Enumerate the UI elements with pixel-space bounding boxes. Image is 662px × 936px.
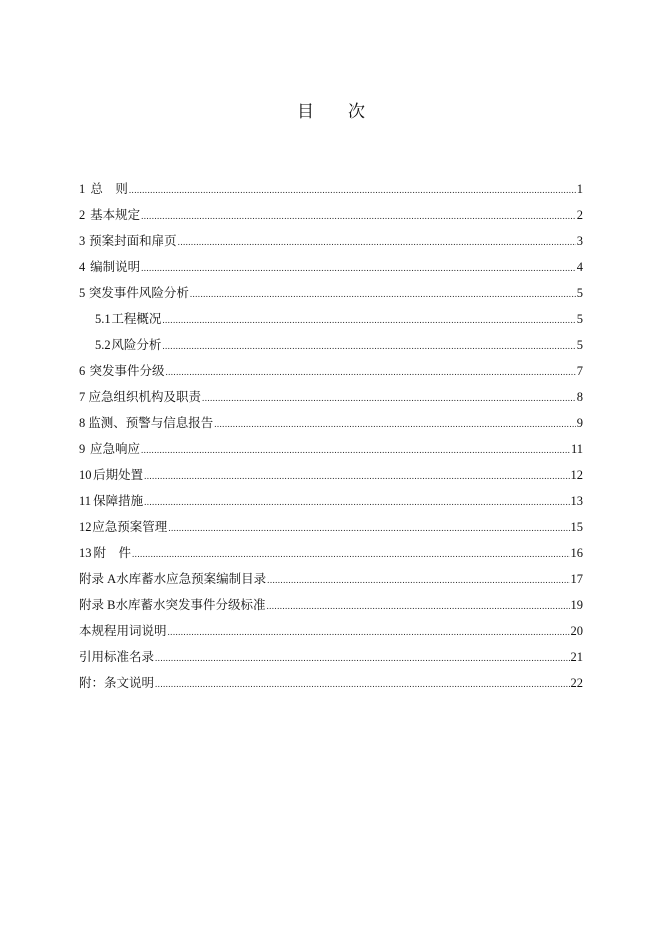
toc-entry-page: 1 bbox=[576, 182, 583, 196]
toc-entry-label: 基本规定 bbox=[90, 208, 141, 222]
dot-leader bbox=[141, 437, 570, 463]
toc-entry-terms[interactable] bbox=[79, 618, 583, 644]
toc-entry-number: 4 bbox=[79, 260, 86, 274]
toc-entry-appendix-a[interactable] bbox=[79, 566, 583, 592]
toc-entry-page: 12 bbox=[570, 468, 583, 482]
toc-entry-page: 5 bbox=[576, 312, 583, 326]
dot-leader bbox=[168, 515, 569, 541]
toc-entry-label: 水库蓄水突发事件分级标准 bbox=[115, 598, 266, 612]
toc-entry-page: 5 bbox=[576, 286, 583, 300]
toc-entry-number: 5.2 bbox=[95, 338, 111, 352]
toc-entry-page: 21 bbox=[570, 650, 583, 664]
toc-entry-number: 2 bbox=[79, 208, 86, 222]
toc-entry-8[interactable] bbox=[79, 410, 583, 436]
toc-entry-label: 监测、预警与信息报告 bbox=[88, 416, 214, 430]
toc-entry-4[interactable] bbox=[79, 254, 583, 280]
toc-entry-label: 应急响应 bbox=[89, 442, 140, 456]
dot-leader bbox=[267, 567, 569, 593]
toc-entry-number: 10 bbox=[79, 468, 92, 482]
toc-entry-appendix-b[interactable] bbox=[79, 592, 583, 618]
toc-entry-number: 12 bbox=[79, 520, 92, 534]
toc-entry-13[interactable] bbox=[79, 540, 583, 566]
toc-entry-page: 16 bbox=[570, 546, 583, 560]
dot-leader bbox=[178, 229, 576, 255]
toc-entry-label: 突发事件风险分析 bbox=[88, 286, 189, 300]
toc-entry-number: 7 bbox=[79, 390, 86, 404]
toc-entry-page: 3 bbox=[576, 234, 583, 248]
toc-entry-5[interactable] bbox=[79, 280, 583, 306]
dot-leader bbox=[141, 255, 576, 281]
toc-entry-number: 附录 A bbox=[79, 572, 117, 586]
toc-entry-1[interactable] bbox=[79, 176, 583, 202]
toc-entry-label: 预案封面和扉页 bbox=[89, 234, 177, 248]
toc-entry-page: 4 bbox=[576, 260, 583, 274]
toc-entry-explanation[interactable] bbox=[79, 670, 583, 696]
toc-entry-label: 编制说明 bbox=[90, 260, 141, 274]
dot-leader bbox=[266, 593, 569, 619]
toc-entry-label: 附 件 bbox=[93, 546, 132, 560]
dot-leader bbox=[132, 541, 569, 567]
toc-entry-label: 应急预案管理 bbox=[92, 520, 168, 534]
toc-entry-label: 水库蓄水应急预案编制目录 bbox=[116, 572, 267, 586]
toc-entry-6[interactable] bbox=[79, 358, 583, 384]
toc-entry-label: 总 则 bbox=[90, 182, 128, 196]
toc-entry-label: 风险分析 bbox=[111, 338, 162, 352]
toc-entry-number: 3 bbox=[79, 234, 86, 248]
dot-leader bbox=[155, 671, 569, 697]
toc-entry-number: 8 bbox=[79, 416, 86, 430]
toc-entry-number: 6 bbox=[79, 364, 86, 378]
dot-leader bbox=[144, 489, 569, 515]
toc-entry-number: 13 bbox=[79, 546, 92, 560]
dot-leader bbox=[141, 203, 576, 229]
dot-leader bbox=[165, 359, 575, 385]
dot-leader bbox=[162, 333, 575, 359]
toc-entry-page: 13 bbox=[570, 494, 583, 508]
toc-entry-11[interactable] bbox=[79, 488, 583, 514]
dot-leader bbox=[155, 645, 569, 671]
toc-entry-number: 9 bbox=[79, 442, 86, 456]
toc-entry-page: 7 bbox=[576, 364, 583, 378]
toc-entry-5-2[interactable] bbox=[79, 332, 583, 358]
toc-entry-number: 5 bbox=[79, 286, 86, 300]
toc-entry-number: 附录 B bbox=[79, 598, 116, 612]
toc-entry-5-1[interactable] bbox=[79, 306, 583, 332]
toc-list bbox=[79, 176, 583, 696]
dot-leader bbox=[190, 281, 576, 307]
toc-entry-page: 22 bbox=[570, 676, 583, 690]
toc-entry-page: 5 bbox=[576, 338, 583, 352]
toc-entry-label: 后期处置 bbox=[93, 468, 144, 482]
toc-entry-page: 15 bbox=[570, 520, 583, 534]
toc-entry-label: 保障措施 bbox=[93, 494, 144, 508]
dot-leader bbox=[168, 619, 570, 645]
toc-entry-label: 附：条文说明 bbox=[79, 676, 155, 690]
toc-entry-number: 1 bbox=[79, 182, 86, 196]
toc-entry-number: 11 bbox=[79, 494, 92, 508]
toc-entry-7[interactable] bbox=[79, 384, 583, 410]
toc-title: 目 次 bbox=[297, 102, 365, 121]
toc-entry-page: 2 bbox=[576, 208, 583, 222]
toc-entry-page: 9 bbox=[576, 416, 583, 430]
toc-entry-3[interactable] bbox=[79, 228, 583, 254]
toc-entry-page: 19 bbox=[570, 598, 583, 612]
toc-entry-page: 8 bbox=[576, 390, 583, 404]
toc-entry-label: 突发事件分级 bbox=[89, 364, 165, 378]
toc-entry-label: 应急组织机构及职责 bbox=[88, 390, 202, 404]
dot-leader bbox=[144, 463, 569, 489]
toc-entry-page: 20 bbox=[570, 624, 583, 638]
toc-entry-number: 5.1 bbox=[95, 312, 111, 326]
toc-entry-label: 本规程用词说明 bbox=[79, 624, 167, 638]
toc-entry-9[interactable] bbox=[79, 436, 583, 462]
dot-leader bbox=[202, 385, 576, 411]
toc-entry-label: 引用标准名录 bbox=[79, 650, 155, 664]
toc-entry-label: 工程概况 bbox=[111, 312, 162, 326]
toc-entry-12[interactable] bbox=[79, 514, 583, 540]
dot-leader bbox=[162, 307, 575, 333]
toc-entry-page: 11 bbox=[570, 442, 583, 456]
toc-entry-2[interactable] bbox=[79, 202, 583, 228]
toc-entry-references[interactable] bbox=[79, 644, 583, 670]
dot-leader bbox=[214, 411, 576, 437]
toc-entry-10[interactable] bbox=[79, 462, 583, 488]
toc-entry-page: 17 bbox=[570, 572, 583, 586]
dot-leader bbox=[129, 177, 576, 203]
